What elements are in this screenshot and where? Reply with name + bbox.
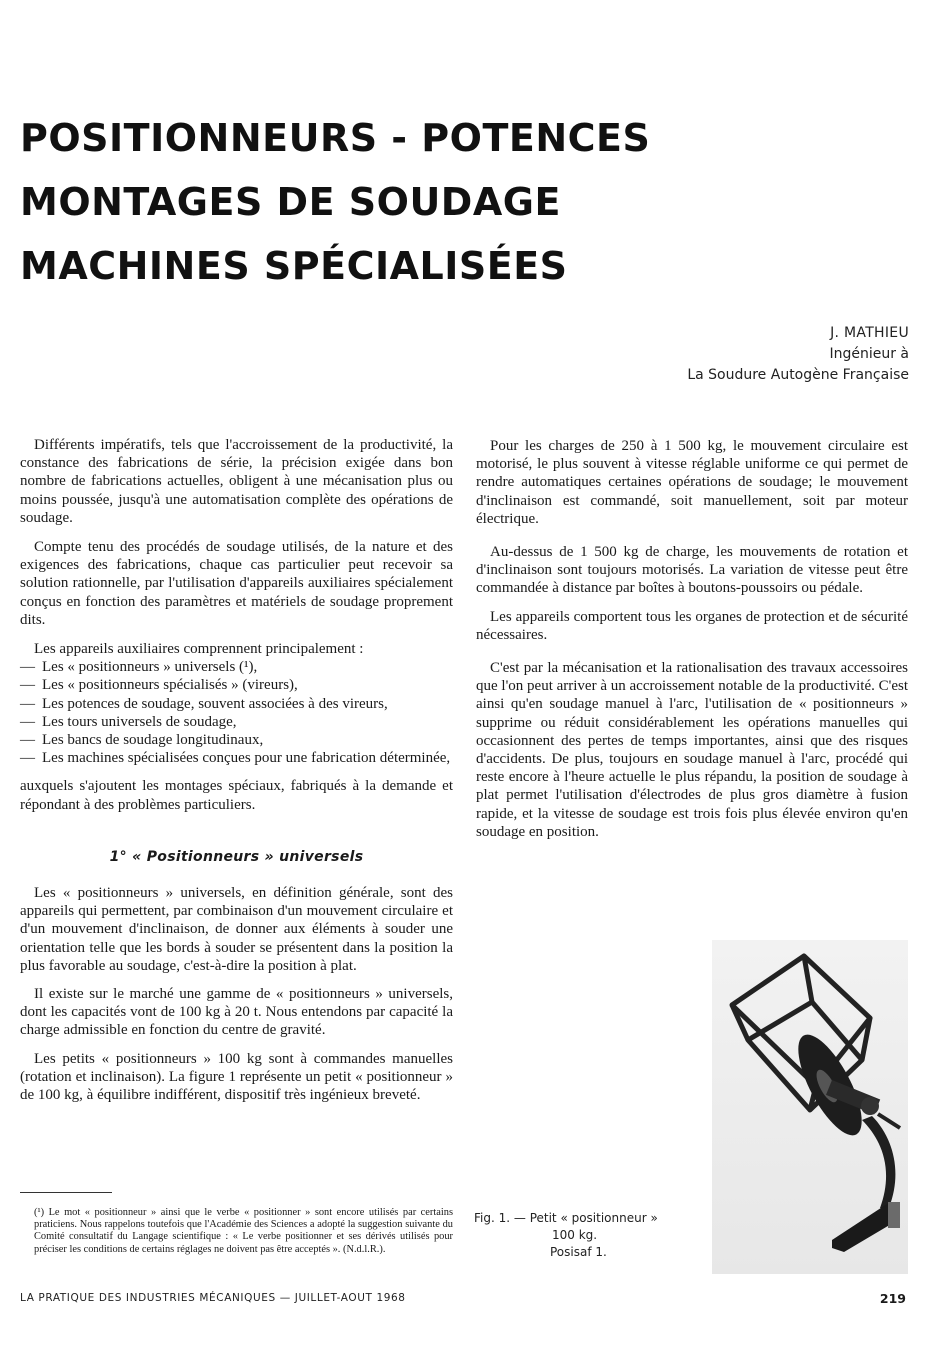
paragraph: Les appareils comportent tous les organes de protection et de sécurité nécessaires.	[476, 608, 908, 643]
title-line-1: POSITIONNEURS - POTENCES	[20, 116, 651, 160]
author-name: J. MATHIEU	[830, 325, 909, 341]
footnote	[20, 1207, 453, 1256]
right-column	[476, 437, 908, 841]
figure-caption	[474, 1210, 699, 1261]
figure-positionneur-photo	[712, 940, 908, 1274]
author-block	[687, 323, 909, 386]
title-line-2: MONTAGES DE SOUDAGE	[20, 180, 561, 224]
list-item: — Les tours universels de soudage,	[20, 713, 453, 731]
paragraph: Au-dessus de 1 500 kg de charge, les mouvements de rotation et d'inclinaison sont toujours motorisés. La variation de vitesse peut être commandée à distance par boîtes à boutons-poussoirs ou pédale.	[476, 544, 908, 597]
paragraph: Les appareils auxiliaires comprennent principalement :	[34, 641, 364, 658]
left-column	[20, 436, 453, 1104]
paragraph: Compte tenu des procédés de soudage utilisés, de la nature et des exigences des fabrications, chaque cas particulier peut recevoir sa solution rationnelle, par l'utilisation d'appareils auxiliaires spécialement conçus en fonction des paramètres et matériels de soudage proprement dits.	[20, 539, 453, 628]
paragraph: Pour les charges de 250 à 1 500 kg, le mouvement circulaire est motorisé, le plus souvent à vitesse réglable uniforme ce qui permet de rendre automatiques certaines opérations de soudage; le mouvement d'inclinaison est commandé, soit manuellement, soit par moteur électrique.	[476, 438, 908, 527]
paragraph: Il existe sur le marché une gamme de « positionneurs » universels, dont les capacités vont de 100 kg à 20 t. Nous entendons par capacité la charge admissible en fonction du centre de gravité.	[20, 986, 453, 1039]
title-line-3: MACHINES SPÉCIALISÉES	[20, 244, 568, 288]
paragraph: Différents impératifs, tels que l'accroissement de la productivité, la constance des fabrications de série, la précision exigée dans bon nombre de fabrications actuelles, obligent à une mécanisation plus ou moins poussée, jusqu'à une automatisation complète des opérations de soudage.	[20, 437, 453, 526]
caption-line-1: Fig. 1. — Petit « positionneur »	[474, 1211, 658, 1225]
paragraph: Les « positionneurs » universels, en définition générale, sont des appareils qui permettent, par combinaison d'un mouvement circulaire et d'un mouvement d'inclinaison, de donner aux éléments à souder une orientation telle que les bords à souder se présentent dans la position la plus favorable au soudage, c'est-à-dire la position à plat.	[20, 885, 453, 974]
auxiliary-devices-list	[20, 658, 453, 767]
paragraph: Les petits « positionneurs » 100 kg sont à commandes manuelles (rotation et inclinaison). La figure 1 représente un petit « positionneur » de 100 kg, à équilibre indifférent, dispositif très ingénieux breveté.	[20, 1050, 453, 1104]
running-footer: LA PRATIQUE DES INDUSTRIES MÉCANIQUES — JUILLET-AOUT 1968	[20, 1292, 406, 1304]
article-title	[20, 106, 660, 298]
paragraph: auxquels s'ajoutent les montages spéciaux, fabriqués à la demande et répondant à des problèmes particuliers.	[20, 778, 453, 813]
caption-line-2: 100 kg.	[552, 1227, 598, 1242]
positionneur-illustration	[712, 940, 908, 1274]
list-item: — Les machines spécialisées conçues pour une fabrication déterminée,	[20, 749, 453, 767]
list-item: — Les bancs de soudage longitudinaux,	[20, 731, 453, 749]
footnote-text: (¹) Le mot « positionneur » ainsi que le verbe « positionner » sont encore utilisés par certains praticiens. Nous rappelons toutefois que l'Académie des Sciences a adopté la suggestion suivante du Comité consultatif du Langage scientifique : « Le verbe positionner et ses dérivés utilisés pour préciser les conditions de certains réglages ne doivent pas être acceptés ». (N.d.l.R.).	[34, 1207, 453, 1255]
author-company: La Soudure Autogène Française	[687, 367, 909, 383]
footnote-divider	[20, 1192, 112, 1193]
author-role: Ingénieur à	[829, 346, 909, 362]
paragraph: C'est par la mécanisation et la rationalisation des travaux accessoires que l'on peut arriver à un accroissement notable de la productivité. C'est ainsi qu'en soudage manuel à l'arc, l'utilisation de « positionneurs » supprime ou réduit considérablement les opérations manuelles qui occasionnent des pertes de temps importantes, ainsi que des risques d'accidents. De plus, toujours en soudage manuel à l'arc, procédé qui reste encore à l'heure actuelle le plus répandu, la position de soudage à plat permet l'utilisation d'électrodes de plus gros diamètre à fusion rapide, et la vitesse de soudage est trois fois plus élevée environ qu'en soudage en position.	[476, 660, 908, 840]
list-item: — Les « positionneurs » universels (¹),	[20, 658, 453, 676]
caption-line-3: Posisaf 1.	[550, 1245, 607, 1259]
section-heading: 1° « Positionneurs » universels	[109, 848, 364, 865]
page-number: 219	[879, 1291, 906, 1306]
list-item: — Les potences de soudage, souvent associées à des vireurs,	[20, 695, 453, 713]
list-item: — Les « positionneurs spécialisés » (vireurs),	[20, 676, 453, 694]
